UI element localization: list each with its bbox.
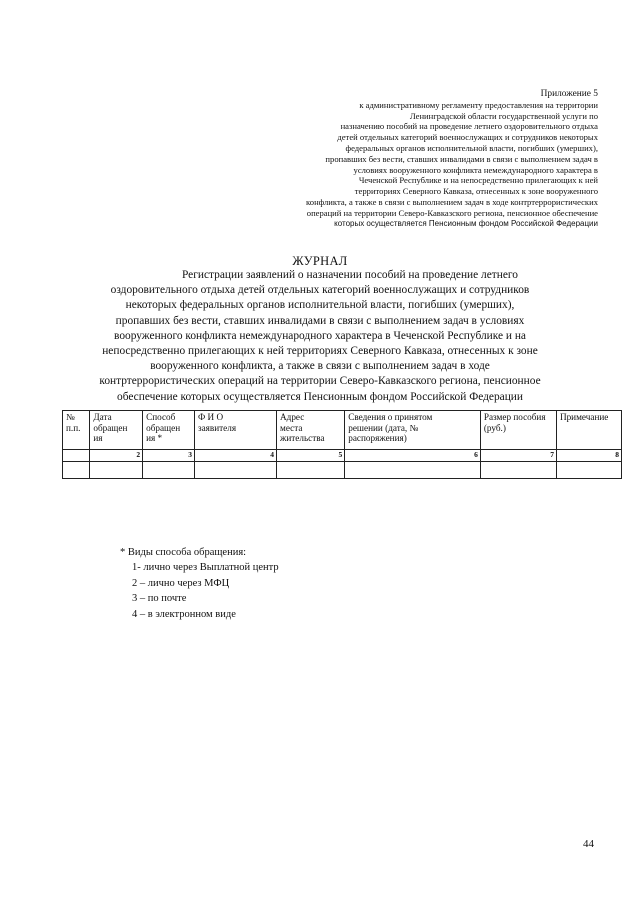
table-number-row — [63, 450, 622, 462]
journal-subtitle-line: пропавших без вести, ставших инвалидами в связи с выполнением задач в условиях — [115, 314, 525, 327]
column-number-cell — [63, 450, 90, 462]
column-header-amount: Размер пособия (руб.) — [480, 411, 556, 450]
table-row — [63, 461, 622, 478]
appendix-line: назначению пособий на проведение летнего оздоровительного отдыха — [340, 121, 598, 132]
column-header-note: Примечание — [556, 411, 621, 450]
table-cell — [194, 461, 276, 478]
table-cell — [63, 461, 90, 478]
appendix-line: Чеченской Республике и на непосредственно прилегающих к ней — [358, 175, 598, 186]
appendix-line: территориях Северного Кавказа, отнесенных к зоне вооруженного — [354, 186, 598, 197]
appendix-line: к административному регламенту предоставления на территории — [359, 99, 598, 110]
journal-subtitle — [80, 268, 560, 405]
appendix-line: операций на территории Северо-Кавказского региона, пенсионное обеспечение — [306, 207, 598, 218]
column-header-decision: Сведения о принятом решении (дата, № распоряжения) — [345, 411, 481, 450]
column-number-cell: 8 — [556, 450, 621, 462]
appendix-line: пропавших без вести, ставших инвалидами в связи с выполнением задач в — [325, 153, 598, 164]
appendix-line: которых осуществляется Пенсионным фондом Российской Федерации — [334, 218, 598, 228]
column-header-number: № п.п. — [63, 411, 90, 450]
journal-subtitle-line: контртеррористических операций на территории Северо-Кавказского региона, пенсионное — [99, 375, 541, 388]
footnote-line: 2 – лично через МФЦ — [132, 577, 230, 589]
table-cell — [90, 461, 143, 478]
column-number-cell: 4 — [194, 450, 276, 462]
column-header-address: Адрес места жительства — [277, 411, 345, 450]
appendix-line: условиях вооруженного конфликта немеждународного характера в — [353, 164, 598, 175]
appendix-line: Приложение 5 — [540, 89, 598, 99]
column-header-date: Дата обращен ия — [90, 411, 143, 450]
appendix-header — [218, 89, 598, 229]
journal-subtitle-line: непосредственно прилегающих к ней территориях Северного Кавказа, отнесенных к зоне — [102, 345, 538, 358]
column-number-cell: 3 — [143, 450, 195, 462]
journal-subtitle-line: некоторых федеральных органов исполнительной власти, погибших (умерших), — [125, 299, 515, 312]
table-cell — [556, 461, 621, 478]
column-number-cell: 6 — [345, 450, 481, 462]
page-number: 44 — [583, 838, 594, 850]
footnote-line: * Виды способа обращения: — [120, 547, 247, 558]
journal-title: ЖУРНАЛ — [292, 254, 348, 268]
column-header-applicant-name: Ф И О заявителя — [194, 411, 276, 450]
column-number-cell: 2 — [90, 450, 143, 462]
journal-subtitle-line: вооруженного конфликта, а также в связи с выполнением задач в ходе — [150, 360, 490, 373]
registration-table — [62, 410, 622, 479]
appendix-line: конфликта, а также в связи с выполнением задач в ходе контртеррористических — [306, 196, 598, 207]
footnote — [120, 545, 279, 622]
table-cell — [480, 461, 556, 478]
table-cell — [143, 461, 195, 478]
column-header-method: Способ обращен ия * — [143, 411, 195, 450]
appendix-line: Ленинградской области государственной услуги по — [409, 110, 598, 121]
journal-subtitle-line: обеспечение которых осуществляется Пенсионным фондом Российской Федерации — [117, 390, 523, 403]
journal-subtitle-line: Регистрации заявлений о назначении пособий на проведение летнего — [181, 269, 519, 281]
journal-subtitle-line: вооруженного конфликта немеждународного характера в Чеченской Республике и на — [114, 329, 526, 342]
journal-subtitle-line: оздоровительного отдыха детей отдельных категорий военнослужащих и сотрудников — [110, 284, 530, 297]
footnote-line: 3 – по почте — [132, 593, 187, 605]
appendix-line: федеральных органов исполнительной власти, погибших (умерших), — [345, 142, 598, 153]
column-number-cell: 7 — [480, 450, 556, 462]
table-header-row — [63, 411, 622, 450]
column-number-cell: 5 — [277, 450, 345, 462]
appendix-line: детей отдельных категорий военнослужащих и сотрудников некоторых — [337, 132, 598, 143]
table-cell — [345, 461, 481, 478]
footnote-line: 1- лично через Выплатной центр — [132, 562, 279, 574]
footnote-line: 4 – в электронном виде — [132, 608, 236, 620]
table-cell — [277, 461, 345, 478]
